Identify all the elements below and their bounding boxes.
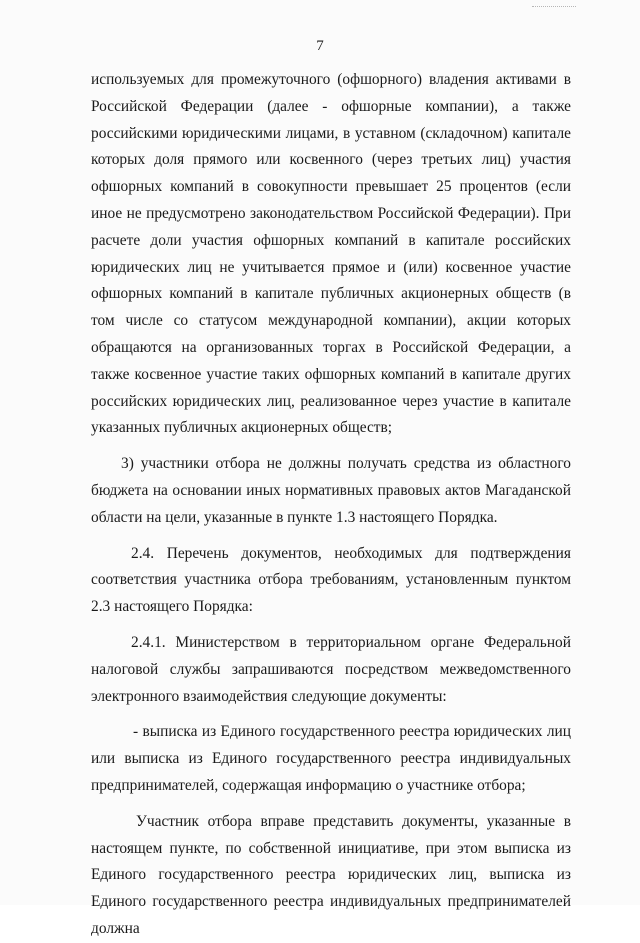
scan-edge-mark xyxy=(532,0,576,7)
paragraph-2-4: 2.4. Перечень документов, необходимых для подтверждения соответствия участника отбора требованиям, установленным пунктом 2.3 настоящего Порядка: xyxy=(91,544,571,616)
paragraph-item-3: 3) участники отбора не должны получать средства из областного бюджета на основании иных нормативных правовых актов Магаданской области на цели, указанные в пункте 1.3 настоящего Порядка. xyxy=(91,455,571,526)
paragraph-offshore-continuation: используемых для промежуточного (офшорного) владения активами в Российской Федерации (далее - офшорные компании), а также российскими юридическими лицами, в уставном (складочном) капитале которых доля прямого или косвенного (через третьих лиц) участия офшорных компаний в совокупности превышает 25 процентов (если иное не предусмотрено законодательством Российской Федерации). При расчете доли участия офшорных компаний в капитале российских юридических лиц не учитывается прямое и (или) косвенное участие офшорных компаний в капитале публичных акционерных обществ (в том числе со статусом международной компании), акции которых обращаются на организованных торгах в Российской Федерации, а также косвенное участие таких офшорных компаний в капитале других российских юридических лиц, реализованное через участие в капитале указанных публичных акционерных обществ; xyxy=(91,71,571,437)
page-number: 7 xyxy=(316,38,324,54)
paragraph-initiative: Участник отбора вправе представить документы, указанные в настоящем пункте, по собственной инициативе, при этом выписка из Единого государственного реестра юридических лиц, выписка из Единого государственного реестра индивидуальных предпринимателей должна xyxy=(91,812,571,937)
paragraph-2-4-1: 2.4.1. Министерством в территориальном органе Федеральной налоговой службы запрашиваются посредством межведомственного электронного взаимодействия следующие документы: xyxy=(91,633,571,705)
document-body xyxy=(91,67,571,943)
paragraph-extract-item: - выписка из Единого государственного реестра юридических лиц или выписка из Единого государственного реестра индивидуальных предпринимателей, содержащая информацию о участнике отбора; xyxy=(91,723,571,794)
